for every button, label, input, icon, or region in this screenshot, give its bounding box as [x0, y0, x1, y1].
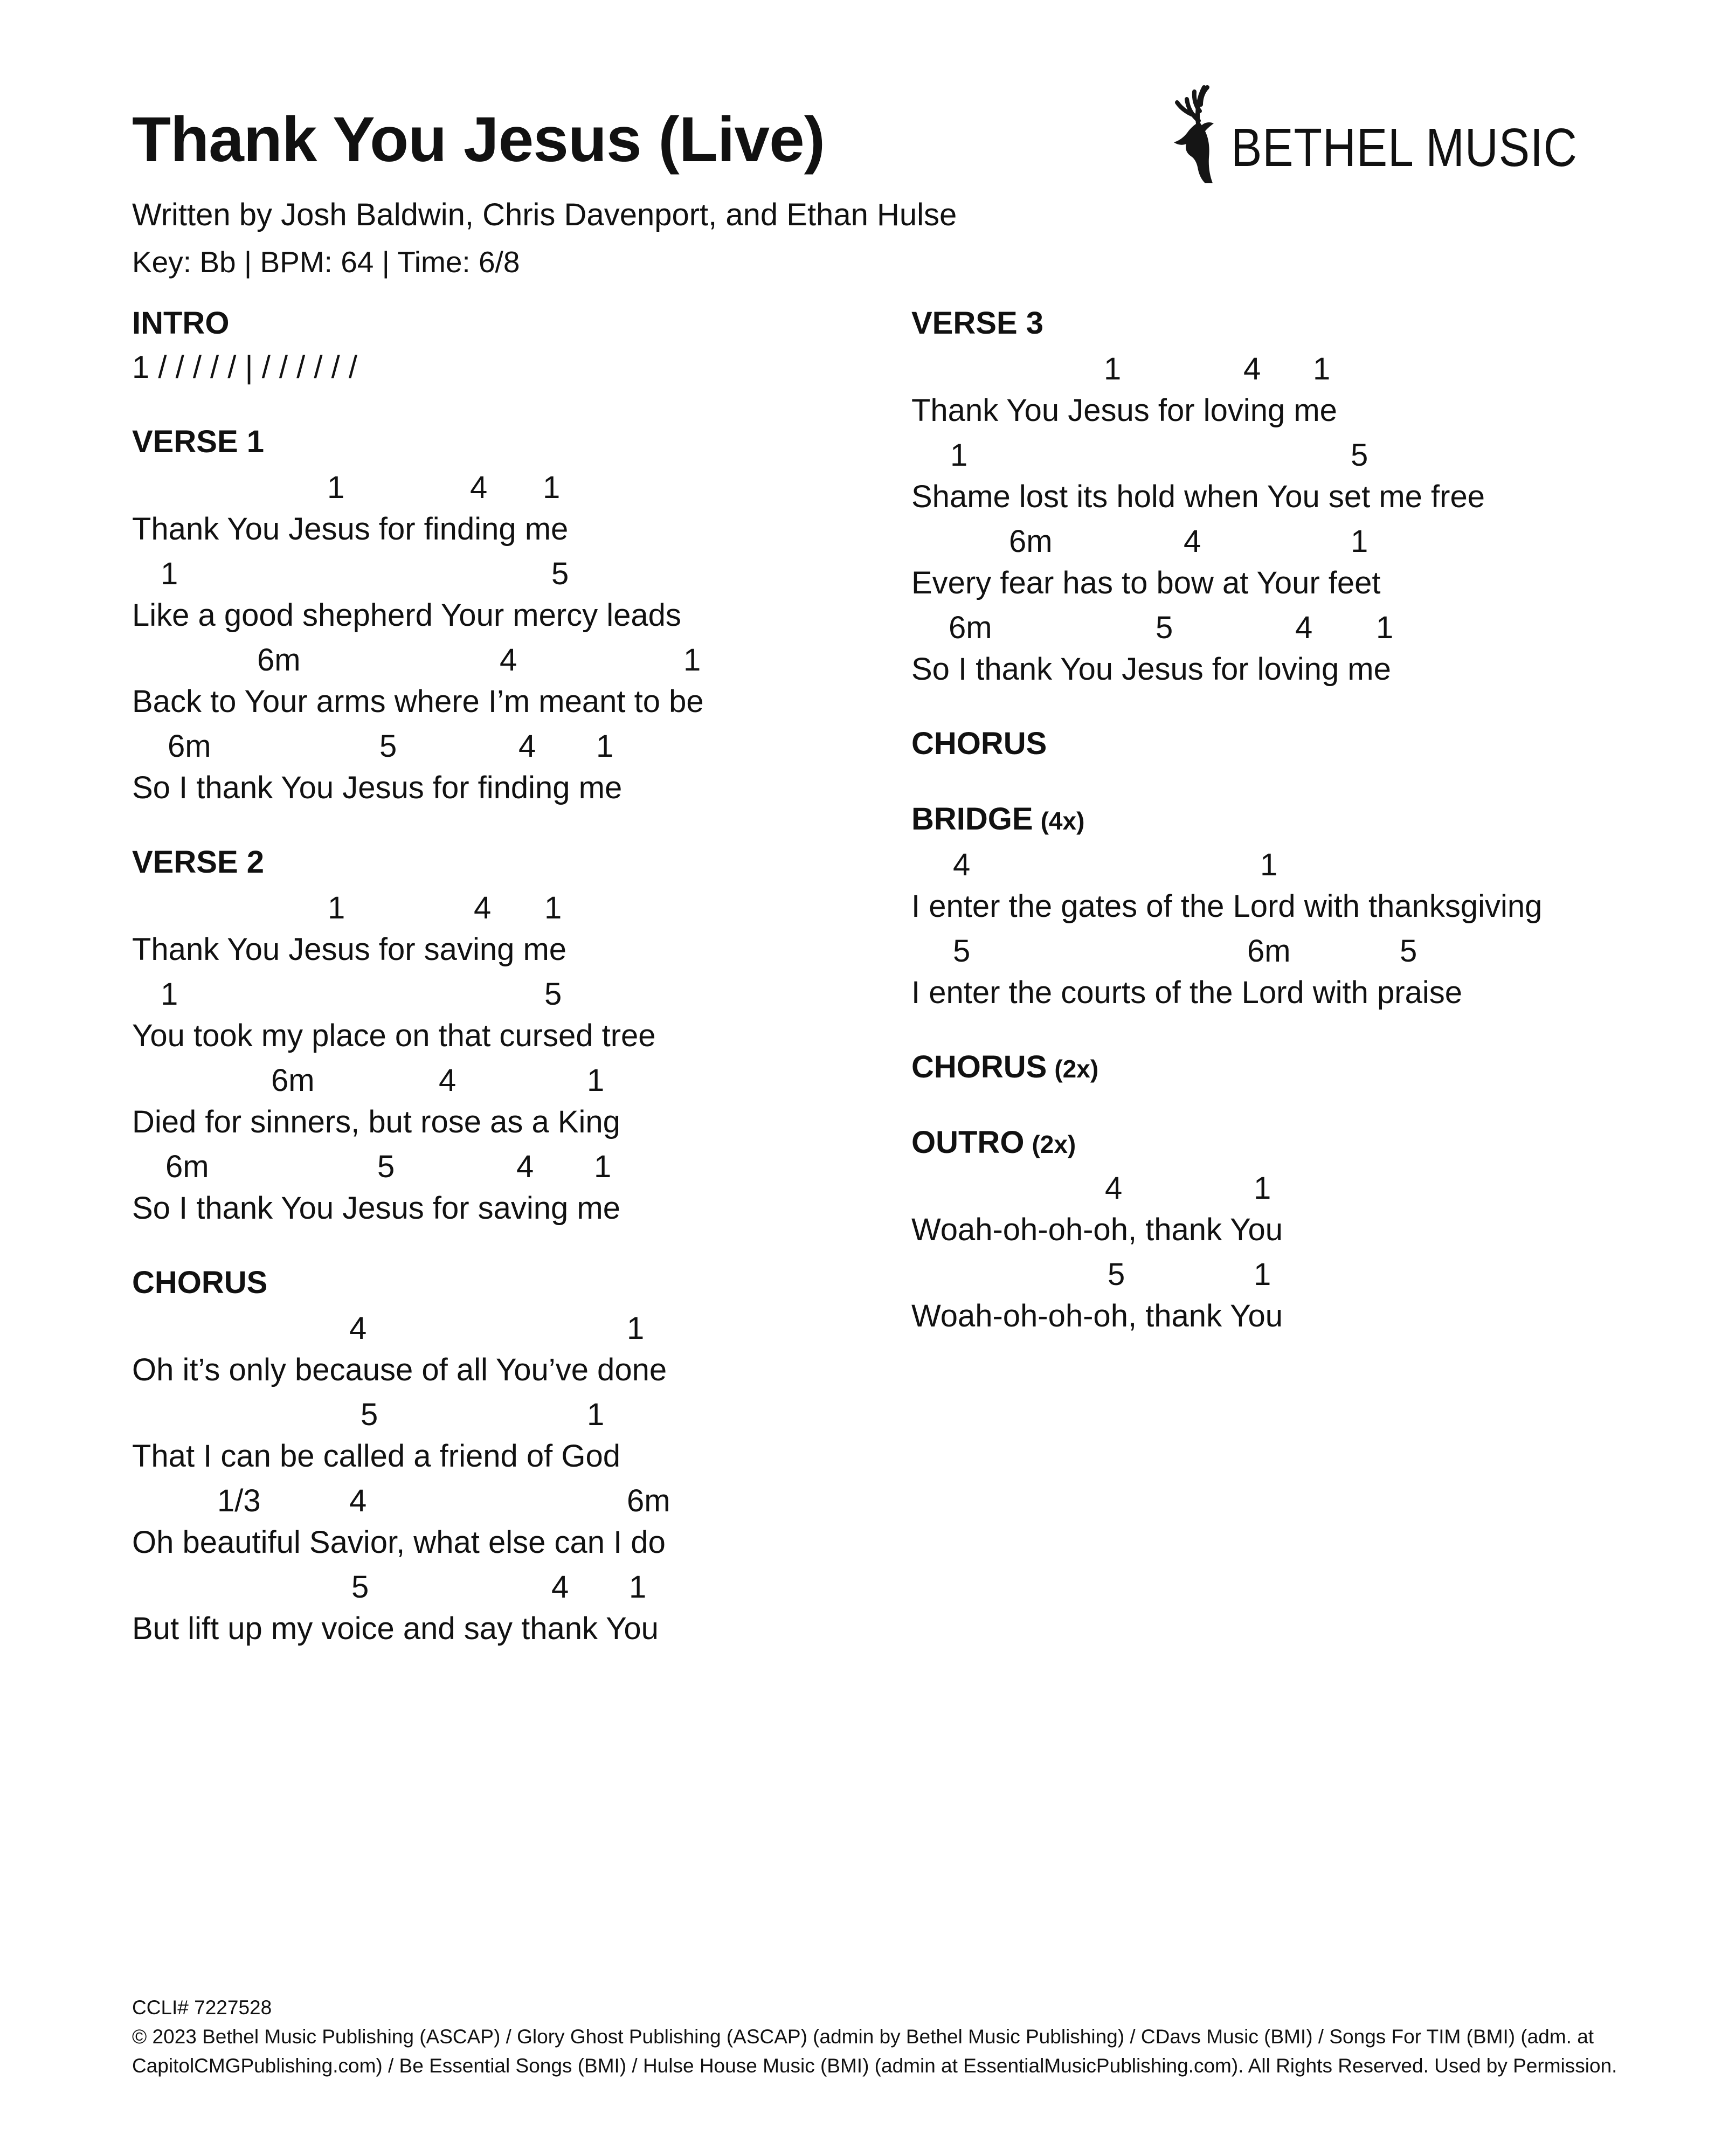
chord-symbol: 1 [1376, 610, 1394, 645]
lyric-line: You took my place on that cursed tree [132, 1018, 656, 1053]
chord-symbol: 5 [377, 1149, 395, 1184]
copyright-line: CapitolCMGPublishing.com) / Be Essential Songs (BMI) / Hulse House Music (BMI) (admin at EssentialMusicPublishing.com). All Rights Reserved. Used by Permission. [132, 2055, 1617, 2077]
chord-symbol: 4 [349, 1311, 367, 1346]
chord-symbol: 1 [587, 1397, 605, 1432]
song-section [911, 302, 1709, 690]
chord-symbol: 4 [1295, 610, 1313, 645]
rhythm-slash-line: 1 / / / / / | / / / / / / [132, 350, 357, 385]
section-header: CHORUS (2x) [911, 1049, 1099, 1084]
chord-symbol: 1 [544, 890, 562, 925]
lyric-line: Like a good shepherd Your mercy leads [132, 598, 681, 633]
lyric-line: That I can be called a friend of God [132, 1439, 620, 1474]
lyric-line: Every fear has to bow at Your feet [911, 565, 1381, 600]
chord-line [132, 722, 897, 765]
chord-line [132, 1563, 897, 1606]
chord-symbol: 1 [629, 1570, 647, 1605]
chord-symbol: 1 [627, 1311, 645, 1346]
lyric-line: Thank You Jesus for loving me [911, 393, 1337, 428]
stag-deer-icon [1168, 83, 1220, 183]
chord-symbol: 1 [596, 729, 614, 764]
chord-symbol: 6m [1009, 524, 1053, 559]
lyric-line: So I thank You Jesus for loving me [911, 652, 1391, 687]
section-header: OUTRO (2x) [911, 1125, 1076, 1160]
bethel-music-logo [1168, 81, 1654, 189]
ccli-number: CCLI# 7227528 [132, 1996, 272, 2019]
lyric-line: Oh beautiful Savior, what else can I do [132, 1525, 666, 1560]
chord-symbol: 5 [1108, 1257, 1125, 1292]
song-byline: Written by Josh Baldwin, Chris Davenport, and Ethan Hulse [132, 197, 957, 232]
chord-symbol: 4 [474, 890, 492, 925]
section-repeat-count: (2x) [1032, 1130, 1076, 1158]
chord-line [911, 927, 1709, 970]
chord-line [911, 345, 1709, 388]
chord-symbol: 1 [594, 1149, 612, 1184]
chord-line [132, 1056, 897, 1100]
lyric-line: But lift up my voice and say thank You [132, 1611, 659, 1646]
lyric-line: Thank You Jesus for saving me [132, 932, 567, 967]
chord-line [132, 1477, 897, 1520]
chord-symbol: 1 [1104, 351, 1122, 386]
chord-symbol: 5 [1156, 610, 1173, 645]
lyric-line: I enter the courts of the Lord with praise [911, 975, 1462, 1010]
chord-line [132, 884, 897, 927]
song-section [132, 841, 897, 1229]
right-column [911, 302, 1709, 1369]
chord-symbol: 1 [1313, 351, 1331, 386]
chord-line [911, 431, 1709, 474]
song-section [911, 1121, 1709, 1337]
lyric-line: Thank You Jesus for finding me [132, 512, 569, 547]
chord-symbol: 6m [627, 1483, 670, 1518]
chord-symbol: 5 [544, 977, 562, 1012]
chord-line [132, 970, 897, 1013]
section-header: CHORUS [132, 1265, 268, 1300]
lyric-line: Died for sinners, but rose as a King [132, 1104, 620, 1139]
chord-symbol: 5 [953, 934, 971, 969]
chord-symbol: 1 [1254, 1171, 1271, 1206]
chord-symbol: 1 [543, 470, 561, 505]
chord-symbol: 4 [551, 1570, 569, 1605]
chord-symbol: 6m [257, 642, 301, 678]
chord-symbol: 4 [470, 470, 488, 505]
chord-symbol: 1 [161, 556, 178, 591]
lyric-line: Shame lost its hold when You set me free [911, 479, 1485, 514]
chord-line [911, 604, 1709, 647]
section-header: VERSE 1 [132, 424, 264, 459]
song-section [132, 302, 897, 388]
chord-symbol: 4 [1105, 1171, 1123, 1206]
chord-symbol: 1 [587, 1063, 605, 1098]
chord-symbol: 5 [1351, 438, 1368, 473]
song-section [911, 722, 1709, 765]
lyric-line: Oh it’s only because of all You’ve done [132, 1352, 667, 1387]
chord-line [911, 841, 1709, 884]
chord-symbol: 6m [271, 1063, 315, 1098]
chord-symbol: 4 [1184, 524, 1201, 559]
section-repeat-count: (2x) [1054, 1055, 1099, 1083]
chord-symbol: 5 [551, 556, 569, 591]
lyric-line: I enter the gates of the Lord with thanksgiving [911, 889, 1543, 924]
chord-symbol: 1 [327, 470, 345, 505]
chord-symbol: 1 [328, 890, 345, 925]
chord-symbol: 1 [1351, 524, 1368, 559]
chord-symbol: 4 [953, 847, 971, 882]
chord-symbol: 4 [439, 1063, 457, 1098]
chord-symbol: 1 [1254, 1257, 1271, 1292]
lyric-line: So I thank You Jesus for saving me [132, 1191, 620, 1226]
chord-line [132, 464, 897, 507]
chord-symbol: 6m [1247, 934, 1291, 969]
chord-line [132, 1304, 897, 1348]
chord-line [911, 517, 1709, 561]
chord-symbol: 6m [168, 729, 211, 764]
lyric-line: Woah-oh-oh-oh, thank You [911, 1212, 1283, 1247]
song-section [911, 1046, 1709, 1089]
chord-symbol: 4 [1243, 351, 1261, 386]
chord-line [132, 1391, 897, 1434]
chord-line [911, 1250, 1709, 1294]
section-header: VERSE 2 [132, 845, 264, 880]
section-repeat-count: (4x) [1040, 807, 1085, 835]
chord-symbol: 1 [1260, 847, 1278, 882]
chord-symbol: 4 [349, 1483, 367, 1518]
chord-symbol: 5 [361, 1397, 378, 1432]
chord-symbol: 6m [165, 1149, 209, 1184]
chord-symbol: 5 [351, 1570, 369, 1605]
left-column [132, 302, 897, 1682]
chord-symbol: 5 [379, 729, 397, 764]
chord-symbol: 4 [518, 729, 536, 764]
chord-symbol: 6m [949, 610, 992, 645]
chord-symbol: 1 [683, 642, 701, 678]
section-header: BRIDGE (4x) [911, 801, 1085, 837]
lyric-line: So I thank You Jesus for finding me [132, 770, 623, 805]
chord-line [911, 1164, 1709, 1207]
chord-symbol: 1/3 [217, 1483, 261, 1518]
bethel-music-wordmark: BETHEL MUSIC [1231, 118, 1578, 178]
copyright-line: © 2023 Bethel Music Publishing (ASCAP) / Glory Ghost Publishing (ASCAP) (admin by Bethel Music Publishing) / CDavs Music (BMI) / Songs For TIM (BMI) (adm. at [132, 2026, 1594, 2048]
footer [132, 1993, 1706, 2081]
section-header: CHORUS [911, 726, 1047, 761]
song-key-bpm-time: Key: Bb | BPM: 64 | Time: 6/8 [132, 245, 520, 279]
section-header: INTRO [132, 306, 230, 341]
chord-line [132, 1143, 897, 1186]
section-header: VERSE 3 [911, 306, 1043, 341]
chord-symbol: 5 [1400, 934, 1417, 969]
song-title: Thank You Jesus (Live) [132, 104, 825, 175]
song-section [132, 1261, 897, 1649]
lyric-line: Woah-oh-oh-oh, thank You [911, 1298, 1283, 1333]
chord-symbol: 1 [161, 977, 178, 1012]
chord-symbol: 4 [500, 642, 517, 678]
chord-symbol: 4 [516, 1149, 534, 1184]
chord-line [132, 636, 897, 679]
chord-line [132, 550, 897, 593]
chord-symbol: 1 [950, 438, 968, 473]
song-section [911, 798, 1709, 1013]
song-header [132, 104, 957, 280]
song-section [132, 420, 897, 808]
lyric-line: Back to Your arms where I’m meant to be [132, 684, 704, 719]
